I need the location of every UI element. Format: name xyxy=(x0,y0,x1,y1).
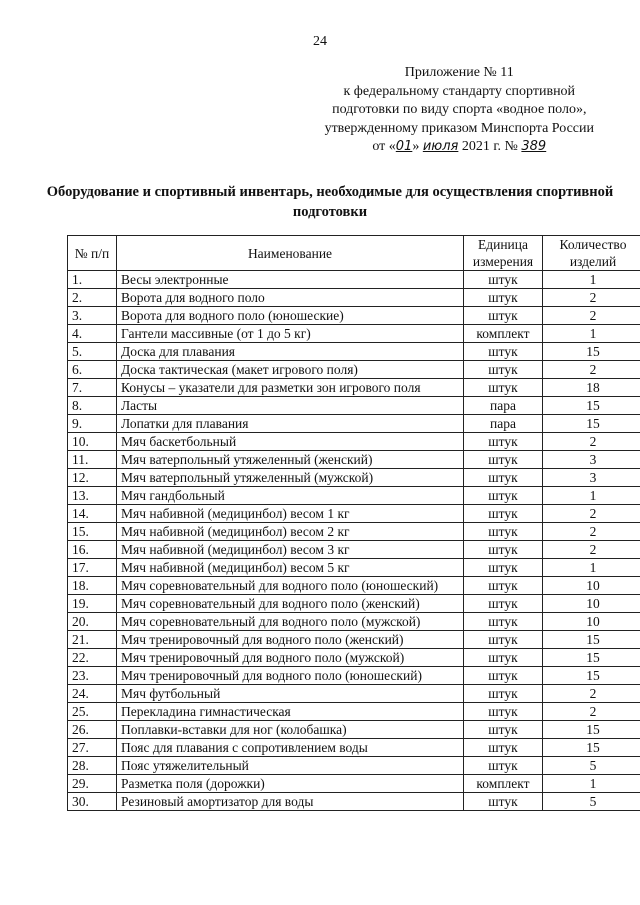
cell-qty: 15 xyxy=(543,343,640,361)
cell-num: 9. xyxy=(68,415,117,433)
cell-name: Мяч набивной (медицинбол) весом 2 кг xyxy=(117,523,464,541)
cell-qty: 1 xyxy=(543,775,640,793)
order-number: 389 xyxy=(521,139,547,154)
cell-name: Мяч ватерпольный утяжеленный (женский) xyxy=(117,451,464,469)
cell-name: Мяч тренировочный для водного поло (женский) xyxy=(117,631,464,649)
cell-qty: 18 xyxy=(543,379,640,397)
cell-num: 14. xyxy=(68,505,117,523)
cell-qty: 10 xyxy=(543,577,640,595)
cell-num: 22. xyxy=(68,649,117,667)
table-body xyxy=(68,271,640,811)
cell-unit: штук xyxy=(464,289,543,307)
cell-name: Мяч тренировочный для водного поло (мужской) xyxy=(117,649,464,667)
cell-num: 16. xyxy=(68,541,117,559)
cell-unit: штук xyxy=(464,613,543,631)
cell-unit: штук xyxy=(464,631,543,649)
table-row xyxy=(68,487,640,505)
table-row xyxy=(68,469,640,487)
appendix-line-3: подготовки по виду спорта «водное поло», xyxy=(332,102,587,117)
cell-num: 3. xyxy=(68,307,117,325)
table-row xyxy=(68,415,640,433)
document-title: Оборудование и спортивный инвентарь, необходимые для осуществления спортивной подготовки xyxy=(46,184,614,220)
cell-qty: 15 xyxy=(543,649,640,667)
cell-unit: штук xyxy=(464,451,543,469)
date-day: 01 xyxy=(395,139,413,154)
cell-num: 19. xyxy=(68,595,117,613)
header-name: Наименование xyxy=(117,236,464,271)
table-row xyxy=(68,703,640,721)
table-row xyxy=(68,775,640,793)
cell-num: 5. xyxy=(68,343,117,361)
cell-name: Конусы – указатели для разметки зон игрового поля xyxy=(117,379,464,397)
table-row xyxy=(68,631,640,649)
cell-qty: 15 xyxy=(543,667,640,685)
table-row xyxy=(68,271,640,289)
cell-unit: штук xyxy=(464,559,543,577)
cell-qty: 2 xyxy=(543,307,640,325)
cell-num: 8. xyxy=(68,397,117,415)
cell-qty: 15 xyxy=(543,397,640,415)
cell-name: Мяч соревновательный для водного поло (мужской) xyxy=(117,613,464,631)
cell-unit: штук xyxy=(464,433,543,451)
cell-num: 30. xyxy=(68,793,117,811)
table-row xyxy=(68,559,640,577)
cell-num: 26. xyxy=(68,721,117,739)
cell-qty: 1 xyxy=(543,271,640,289)
cell-name: Пояс для плавания с сопротивлением воды xyxy=(117,739,464,757)
cell-unit: пара xyxy=(464,415,543,433)
table-row xyxy=(68,649,640,667)
table-row xyxy=(68,361,640,379)
cell-name: Весы электронные xyxy=(117,271,464,289)
table-row xyxy=(68,325,640,343)
cell-unit: штук xyxy=(464,757,543,775)
cell-num: 17. xyxy=(68,559,117,577)
equipment-table xyxy=(67,235,640,811)
cell-qty: 5 xyxy=(543,757,640,775)
table-row xyxy=(68,523,640,541)
date-month: июля xyxy=(422,139,459,154)
cell-name: Поплавки-вставки для ног (колобашка) xyxy=(117,721,464,739)
cell-num: 7. xyxy=(68,379,117,397)
cell-name: Разметка поля (дорожки) xyxy=(117,775,464,793)
header-unit: Единица измерения xyxy=(464,236,543,271)
cell-qty: 2 xyxy=(543,505,640,523)
cell-qty: 2 xyxy=(543,289,640,307)
cell-num: 13. xyxy=(68,487,117,505)
cell-qty: 15 xyxy=(543,415,640,433)
cell-num: 21. xyxy=(68,631,117,649)
table-row xyxy=(68,667,640,685)
cell-num: 28. xyxy=(68,757,117,775)
cell-unit: штук xyxy=(464,667,543,685)
cell-qty: 10 xyxy=(543,595,640,613)
cell-qty: 15 xyxy=(543,739,640,757)
cell-name: Доска для плавания xyxy=(117,343,464,361)
cell-num: 4. xyxy=(68,325,117,343)
cell-unit: штук xyxy=(464,649,543,667)
cell-name: Пояс утяжелительный xyxy=(117,757,464,775)
cell-qty: 3 xyxy=(543,469,640,487)
table-row xyxy=(68,343,640,361)
cell-num: 1. xyxy=(68,271,117,289)
cell-num: 20. xyxy=(68,613,117,631)
cell-unit: штук xyxy=(464,271,543,289)
cell-num: 23. xyxy=(68,667,117,685)
cell-num: 6. xyxy=(68,361,117,379)
cell-unit: штук xyxy=(464,721,543,739)
cell-num: 15. xyxy=(68,523,117,541)
table-row xyxy=(68,595,640,613)
cell-unit: пара xyxy=(464,397,543,415)
header-qty: Количество изделий xyxy=(543,236,640,271)
cell-qty: 2 xyxy=(543,541,640,559)
cell-qty: 3 xyxy=(543,451,640,469)
cell-unit: штук xyxy=(464,307,543,325)
cell-unit: штук xyxy=(464,343,543,361)
cell-unit: штук xyxy=(464,685,543,703)
cell-num: 2. xyxy=(68,289,117,307)
cell-name: Резиновый амортизатор для воды xyxy=(117,793,464,811)
cell-name: Мяч набивной (медицинбол) весом 1 кг xyxy=(117,505,464,523)
cell-unit: штук xyxy=(464,703,543,721)
appendix-line-1: Приложение № 11 xyxy=(404,65,514,80)
cell-name: Гантели массивные (от 1 до 5 кг) xyxy=(117,325,464,343)
cell-qty: 10 xyxy=(543,613,640,631)
table-row xyxy=(68,613,640,631)
cell-qty: 2 xyxy=(543,361,640,379)
cell-unit: штук xyxy=(464,361,543,379)
cell-name: Мяч баскетбольный xyxy=(117,433,464,451)
cell-qty: 2 xyxy=(543,523,640,541)
cell-qty: 1 xyxy=(543,487,640,505)
appendix-date-line xyxy=(325,138,594,157)
table-row xyxy=(68,721,640,739)
cell-qty: 2 xyxy=(543,703,640,721)
cell-name: Мяч гандбольный xyxy=(117,487,464,505)
table-row xyxy=(68,577,640,595)
cell-qty: 2 xyxy=(543,685,640,703)
table-row xyxy=(68,307,640,325)
cell-unit: комплект xyxy=(464,775,543,793)
header-num: № п/п xyxy=(68,236,117,271)
cell-qty: 5 xyxy=(543,793,640,811)
appendix-header xyxy=(325,64,594,157)
appendix-line-2: к федеральному стандарту спортивной xyxy=(343,83,576,99)
table-row xyxy=(68,397,640,415)
cell-unit: штук xyxy=(464,739,543,757)
cell-unit: штук xyxy=(464,577,543,595)
cell-unit: штук xyxy=(464,487,543,505)
cell-name: Перекладина гимнастическая xyxy=(117,703,464,721)
table-row xyxy=(68,379,640,397)
cell-qty: 1 xyxy=(543,559,640,577)
cell-name: Доска тактическая (макет игрового поля) xyxy=(117,361,464,379)
cell-unit: штук xyxy=(464,379,543,397)
cell-unit: штук xyxy=(464,505,543,523)
cell-unit: штук xyxy=(464,541,543,559)
cell-qty: 15 xyxy=(543,631,640,649)
cell-unit: штук xyxy=(464,793,543,811)
table-header-row xyxy=(68,236,640,271)
cell-qty: 1 xyxy=(543,325,640,343)
cell-name: Мяч набивной (медицинбол) весом 3 кг xyxy=(117,541,464,559)
table-row xyxy=(68,289,640,307)
page-number: 24 xyxy=(313,34,327,49)
table-row xyxy=(68,739,640,757)
cell-num: 11. xyxy=(68,451,117,469)
table-row xyxy=(68,757,640,775)
cell-unit: штук xyxy=(464,523,543,541)
cell-unit: штук xyxy=(464,595,543,613)
date-prefix: от « xyxy=(372,139,396,154)
cell-name: Ласты xyxy=(117,397,464,415)
cell-num: 25. xyxy=(68,703,117,721)
date-year: 2021 г. № xyxy=(458,139,522,154)
table-row xyxy=(68,433,640,451)
cell-num: 12. xyxy=(68,469,117,487)
cell-num: 18. xyxy=(68,577,117,595)
cell-unit: комплект xyxy=(464,325,543,343)
cell-unit: штук xyxy=(464,469,543,487)
date-mid: » xyxy=(412,139,423,154)
cell-name: Ворота для водного поло xyxy=(117,289,464,307)
cell-num: 27. xyxy=(68,739,117,757)
table-row xyxy=(68,505,640,523)
cell-name: Мяч соревновательный для водного поло (женский) xyxy=(117,595,464,613)
cell-name: Мяч соревновательный для водного поло (юношеский) xyxy=(117,577,464,595)
cell-num: 10. xyxy=(68,433,117,451)
table-row xyxy=(68,451,640,469)
cell-num: 29. xyxy=(68,775,117,793)
table-row xyxy=(68,541,640,559)
cell-num: 24. xyxy=(68,685,117,703)
appendix-line-4: утвержденному приказом Минспорта России xyxy=(324,120,594,136)
cell-qty: 2 xyxy=(543,433,640,451)
table-row xyxy=(68,685,640,703)
table-row xyxy=(68,793,640,811)
cell-name: Ворота для водного поло (юношеские) xyxy=(117,307,464,325)
cell-name: Мяч тренировочный для водного поло (юношеский) xyxy=(117,667,464,685)
cell-name: Мяч набивной (медицинбол) весом 5 кг xyxy=(117,559,464,577)
cell-name: Мяч футбольный xyxy=(117,685,464,703)
cell-qty: 15 xyxy=(543,721,640,739)
cell-name: Мяч ватерпольный утяжеленный (мужской) xyxy=(117,469,464,487)
cell-name: Лопатки для плавания xyxy=(117,415,464,433)
